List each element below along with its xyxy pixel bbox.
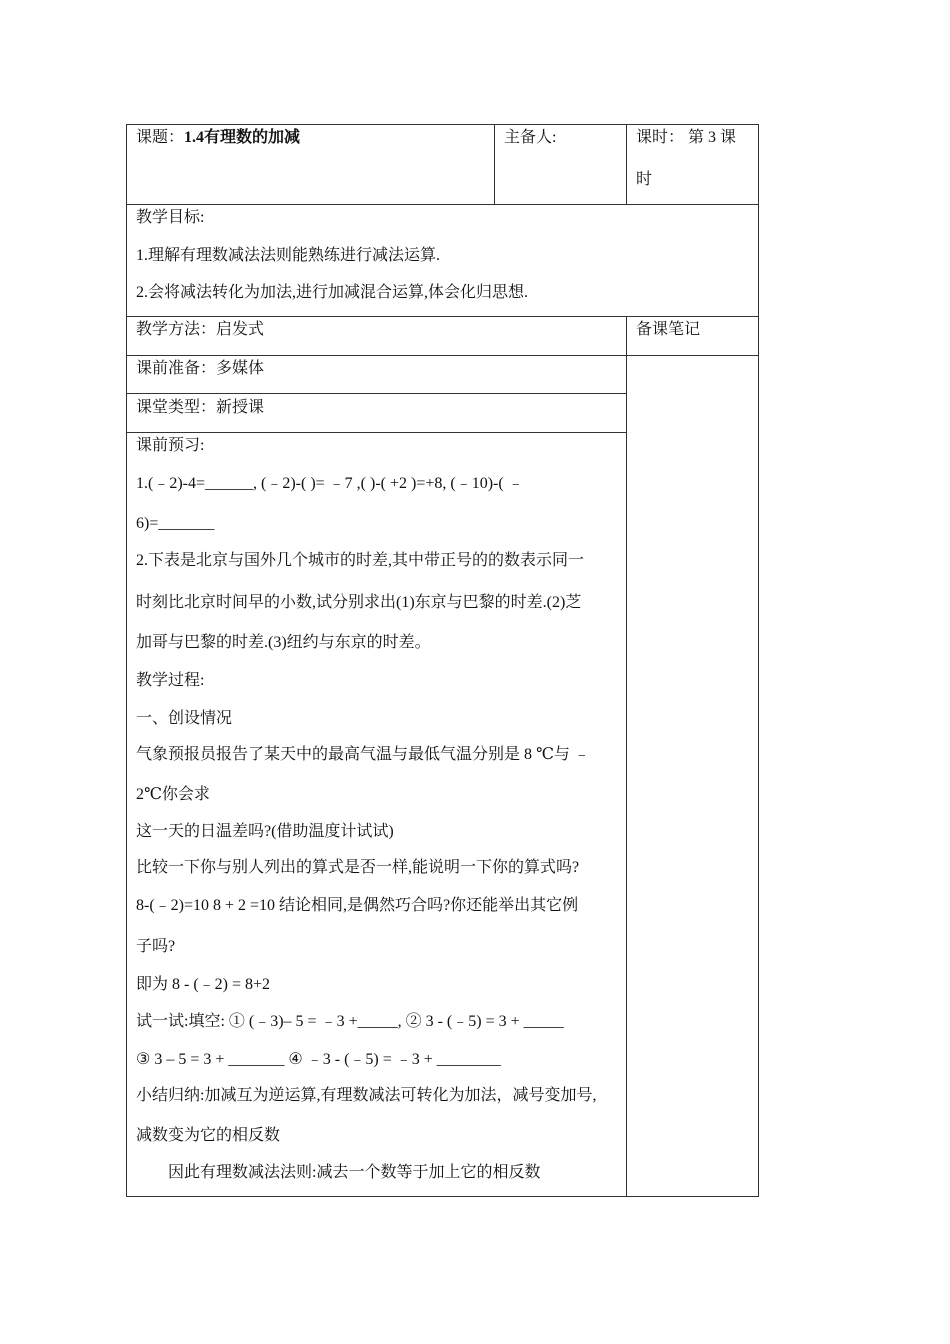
teaching-method: 教学方法：启发式 [136,321,265,338]
body-line: 比较一下你与别人列出的算式是否一样,能说明一下你的算式吗? [136,859,580,876]
topic-label: 课题： [136,129,185,146]
lesson-period-line2: 时 [636,171,653,188]
class-type: 课堂类型：新授课 [136,399,265,416]
row-divider-objectives [126,316,759,317]
body-line: 6)=_______ [136,515,215,532]
body-line: 试一试:填空: ① (﹣3)– 5 = ﹣3 +_____, ② 3 - (﹣5) = 3 + _____ [136,1013,564,1030]
body-line: 因此有理数减法法则:减去一个数等于加上它的相反数 [136,1164,541,1181]
body-line: 减数变为它的相反数 [136,1127,281,1144]
divider-header-2 [626,124,627,204]
table-border-right [758,124,759,1197]
body-line: 子吗? [136,938,176,955]
notes-column-header: 备课笔记 [636,321,701,338]
table-border-left [126,124,127,1197]
body-line: 一、创设情况 [136,710,233,727]
row-divider-preparation [126,393,626,394]
divider-notes-column [626,316,627,1196]
objectives-heading: 教学目标: [136,209,205,226]
body-line: 时刻比北京时间早的小数,试分别求出(1)东京与巴黎的时差.(2)芝 [136,594,582,611]
topic-cell [136,128,300,148]
body-line: 2.下表是北京与国外几个城市的时差,其中带正号的的数表示同一 [136,552,585,569]
row-divider-method [126,355,759,356]
preparer-label: 主备人: [504,129,557,146]
row-divider-header [126,204,759,205]
class-preparation: 课前准备：多媒体 [136,360,265,377]
table-border-top [126,124,759,125]
objective-item-2: 2.会将减法转化为加法,进行加减混合运算,体会化归思想. [136,284,529,301]
body-line: 8-(﹣2)=10 8 + 2 =10 结论相同,是偶然巧合吗?你还能举出其它例 [136,897,579,914]
topic-title: 1.4有理数的加减 [184,129,301,146]
body-line: 课前预习: [136,437,205,454]
objective-item-1: 1.理解有理数减法法则能熟练进行减法运算. [136,247,441,264]
body-line: 1.(﹣2)-4=______, (﹣2)-( )= ﹣7 ,( )-( +2 )=+8, (﹣10)-( ﹣ [136,475,524,492]
body-line: 加哥与巴黎的时差.(3)纽约与东京的时差。 [136,634,431,651]
table-border-bottom [126,1196,759,1197]
divider-header-1 [494,124,495,204]
body-line: ③ 3 – 5 = 3 + _______ ④ ﹣3 - (﹣5) = ﹣3 + ________ [136,1051,501,1068]
row-divider-class-type [126,432,626,433]
body-line: 教学过程: [136,672,205,689]
body-line: 2℃你会求 [136,786,210,803]
body-line: 即为 8 - (﹣2) = 8+2 [136,976,271,993]
body-line: 小结归纳:加减互为逆运算,有理数减法可转化为加法，减号变加号, [136,1087,597,1104]
body-line: 气象预报员报告了某天中的最高气温与最低气温分别是 8 ℃与 ﹣ [136,746,590,763]
body-line: 这一天的日温差吗?(借助温度计试试) [136,823,394,840]
lesson-period-line1: 课时： 第 3 课 [636,129,737,146]
